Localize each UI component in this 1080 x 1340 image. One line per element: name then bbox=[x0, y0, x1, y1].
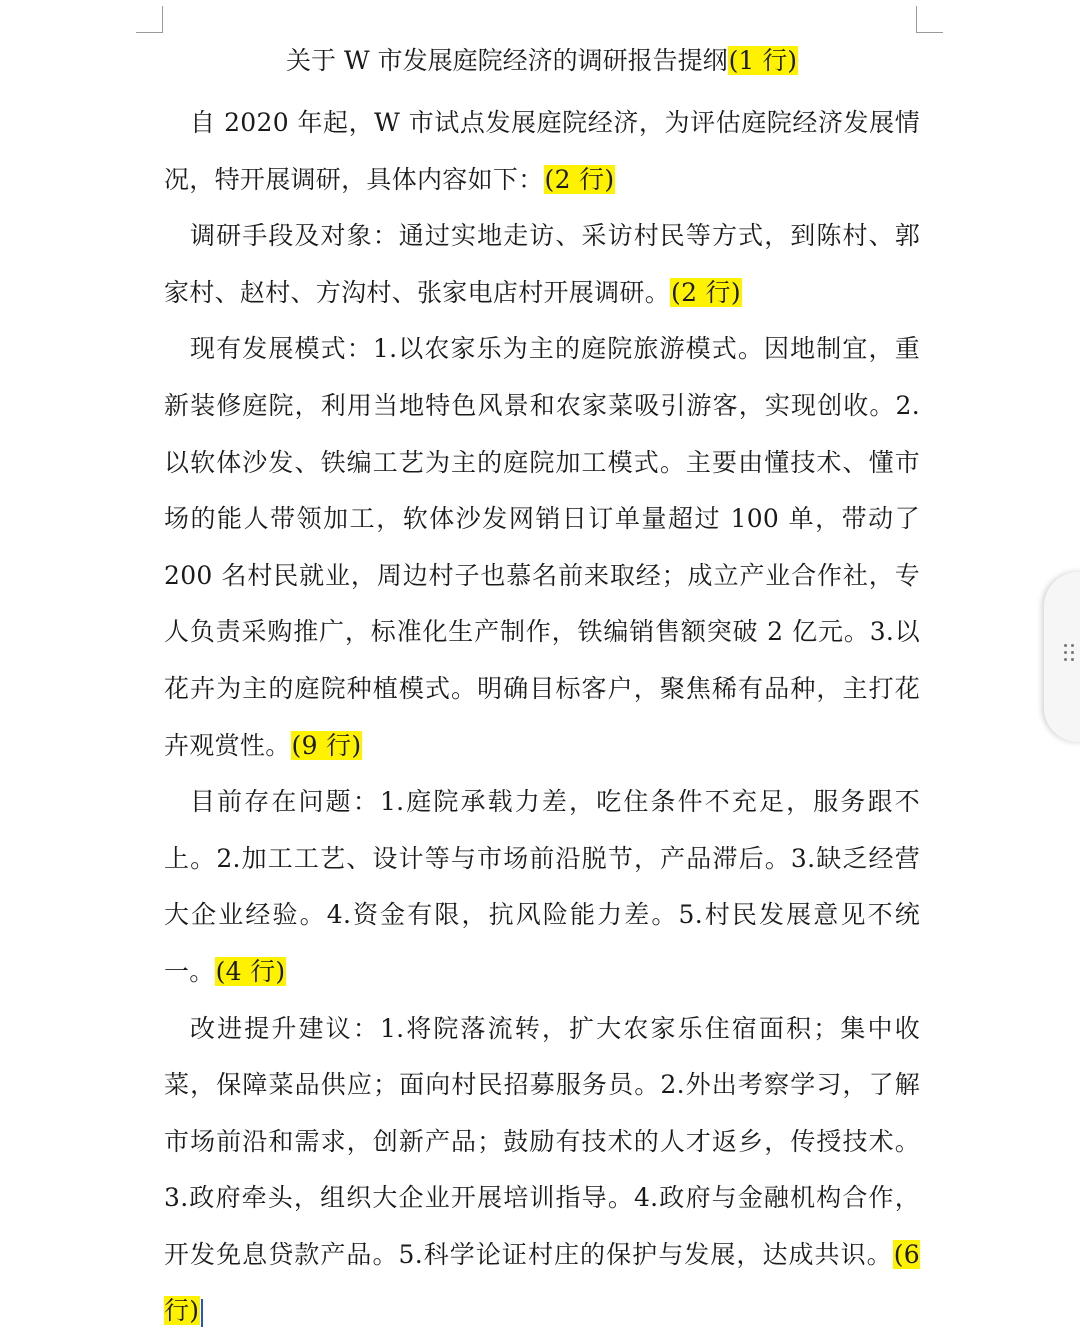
side-panel-handle[interactable] bbox=[1044, 572, 1080, 742]
paragraph-current-models bbox=[164, 321, 920, 774]
paragraph-text: 目前存在问题：1.庭院承载力差，吃住条件不充足，服务跟不上。2.加工工艺、设计等与市场前沿脱节，产品滞后。3.缺乏经营大企业经验。4.资金有限，抗风险能力差。5.村民发展意见不统一。 bbox=[164, 787, 920, 986]
page-corner-mark-right bbox=[916, 6, 943, 33]
line-count-tag: (6 行) bbox=[164, 1240, 920, 1326]
paragraph-text: 调研手段及对象：通过实地走访、采访村民等方式，到陈村、郭家村、赵村、方沟村、张家电店村开展调研。 bbox=[164, 221, 920, 307]
text-cursor bbox=[201, 1299, 203, 1327]
title-text: 关于 W 市发展庭院经济的调研报告提纲 bbox=[286, 46, 728, 75]
title-line-count-tag: (1 行) bbox=[728, 46, 798, 75]
line-count-tag: (2 行) bbox=[670, 278, 742, 307]
line-count-tag: (4 行) bbox=[215, 957, 287, 986]
paragraph-methods bbox=[164, 208, 920, 321]
document-title bbox=[164, 36, 920, 86]
paragraph-suggestions bbox=[164, 1001, 920, 1340]
document-body[interactable] bbox=[164, 36, 920, 1340]
paragraph-text: 改进提升建议：1.将院落流转，扩大农家乐住宿面积；集中收菜，保障菜品供应；面向村民招募服务员。2.外出考察学习，了解市场前沿和需求，创新产品；鼓励有技术的人才返乡，传授技术。3.政府牵头，组织大企业开展培训指导。4.政府与金融机构合作，开发免息贷款产品。5.科学论证村庄的保护与发展，达成共识。 bbox=[164, 1014, 920, 1269]
grip-dots-icon bbox=[1064, 644, 1078, 668]
page-corner-mark-left bbox=[136, 6, 163, 33]
paragraph-text: 自 2020 年起，W 市试点发展庭院经济，为评估庭院经济发展情况，特开展调研，具体内容如下： bbox=[164, 108, 920, 194]
paragraph-text: 现有发展模式：1.以农家乐为主的庭院旅游模式。因地制宜，重新装修庭院，利用当地特色风景和农家菜吸引游客，实现创收。2.以软体沙发、铁编工艺为主的庭院加工模式。主要由懂技术、懂市场的能人带领加工，软体沙发网销日订单量超过 100 单，带动了 200 名村民就业，周边村子也慕名前来取经；成立产业合作社，专人负责采购推广，标准化生产制作，铁编销售额突破 2 亿元。3.以花卉为主的庭院种植模式。明确目标客户，聚焦稀有品种，主打花卉观赏性。 bbox=[164, 334, 920, 759]
paragraph-problems bbox=[164, 774, 920, 1000]
paragraph-intro bbox=[164, 95, 920, 208]
line-count-tag: (2 行) bbox=[544, 165, 616, 194]
line-count-tag: (9 行) bbox=[291, 731, 363, 760]
